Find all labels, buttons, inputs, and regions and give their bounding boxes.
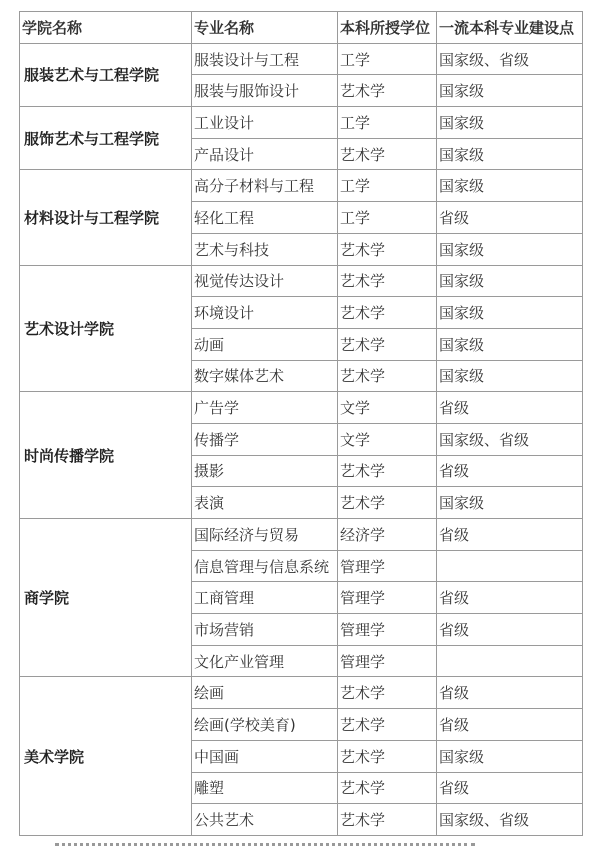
level-cell: 省级: [437, 582, 583, 614]
degree-cell: 文学: [338, 392, 437, 424]
table-row: [20, 392, 583, 424]
major-cell: 轻化工程: [192, 202, 338, 234]
degree-cell: 艺术学: [338, 804, 437, 836]
major-cell: 国际经济与贸易: [192, 519, 338, 551]
level-cell: 国家级: [437, 487, 583, 519]
major-cell: 绘画: [192, 677, 338, 709]
degree-cell: 艺术学: [338, 233, 437, 265]
degree-cell: 艺术学: [338, 360, 437, 392]
level-cell: 省级: [437, 519, 583, 551]
degree-cell: 艺术学: [338, 487, 437, 519]
level-cell: 国家级: [437, 740, 583, 772]
major-cell: 服装与服饰设计: [192, 75, 338, 107]
major-cell: 文化产业管理: [192, 645, 338, 677]
college-name-cell: 服饰艺术与工程学院: [20, 107, 192, 170]
college-name-cell: 材料设计与工程学院: [20, 170, 192, 265]
degree-cell: 艺术学: [338, 328, 437, 360]
degree-cell: 工学: [338, 170, 437, 202]
major-cell: 绘画(学校美育): [192, 709, 338, 741]
table-row: [20, 677, 583, 709]
level-cell: 国家级: [437, 265, 583, 297]
major-cell: 工业设计: [192, 107, 338, 139]
degree-cell: 艺术学: [338, 297, 437, 329]
major-cell: 广告学: [192, 392, 338, 424]
table-row: [20, 43, 583, 75]
level-cell: 国家级: [437, 170, 583, 202]
degree-cell: 工学: [338, 43, 437, 75]
table-row: [20, 107, 583, 139]
college-name-cell: 商学院: [20, 519, 192, 677]
level-cell: 国家级、省级: [437, 43, 583, 75]
table-row: [20, 519, 583, 551]
level-cell: 国家级: [437, 360, 583, 392]
major-cell: 摄影: [192, 455, 338, 487]
degree-cell: 工学: [338, 202, 437, 234]
major-cell: 产品设计: [192, 138, 338, 170]
level-cell: 省级: [437, 709, 583, 741]
major-cell: 环境设计: [192, 297, 338, 329]
degree-cell: 艺术学: [338, 709, 437, 741]
degree-cell: 艺术学: [338, 772, 437, 804]
level-cell: 省级: [437, 772, 583, 804]
degree-cell: 文学: [338, 423, 437, 455]
level-cell: 国家级、省级: [437, 423, 583, 455]
degree-cell: 工学: [338, 107, 437, 139]
level-cell: 国家级: [437, 233, 583, 265]
level-cell: 省级: [437, 202, 583, 234]
level-cell: [437, 645, 583, 677]
level-cell: 国家级: [437, 328, 583, 360]
header-row: [20, 12, 583, 44]
degree-cell: 经济学: [338, 519, 437, 551]
header-level: 一流本科专业建设点: [437, 12, 583, 44]
major-cell: 传播学: [192, 423, 338, 455]
major-cell: 动画: [192, 328, 338, 360]
degree-cell: 艺术学: [338, 138, 437, 170]
degree-cell: 管理学: [338, 582, 437, 614]
major-cell: 数字媒体艺术: [192, 360, 338, 392]
header-college: 学院名称: [20, 12, 192, 44]
degree-cell: 管理学: [338, 614, 437, 646]
degree-cell: 艺术学: [338, 265, 437, 297]
major-cell: 公共艺术: [192, 804, 338, 836]
college-name-cell: 时尚传播学院: [20, 392, 192, 519]
level-cell: 国家级: [437, 75, 583, 107]
header-degree: 本科所授学位: [338, 12, 437, 44]
college-name-cell: 艺术设计学院: [20, 265, 192, 392]
degree-cell: 艺术学: [338, 677, 437, 709]
degree-cell: 艺术学: [338, 75, 437, 107]
table-body: [20, 43, 583, 835]
level-cell: 国家级: [437, 107, 583, 139]
level-cell: 国家级、省级: [437, 804, 583, 836]
major-cell: 服装设计与工程: [192, 43, 338, 75]
table-row: [20, 265, 583, 297]
level-cell: 省级: [437, 392, 583, 424]
level-cell: 国家级: [437, 138, 583, 170]
major-cell: 表演: [192, 487, 338, 519]
degree-cell: 管理学: [338, 550, 437, 582]
level-cell: 国家级: [437, 297, 583, 329]
major-cell: 高分子材料与工程: [192, 170, 338, 202]
college-name-cell: 美术学院: [20, 677, 192, 835]
major-cell: 工商管理: [192, 582, 338, 614]
degree-cell: 管理学: [338, 645, 437, 677]
major-cell: 视觉传达设计: [192, 265, 338, 297]
degree-cell: 艺术学: [338, 740, 437, 772]
major-cell: 雕塑: [192, 772, 338, 804]
major-cell: 信息管理与信息系统: [192, 550, 338, 582]
level-cell: [437, 550, 583, 582]
college-name-cell: 服装艺术与工程学院: [20, 43, 192, 106]
degree-cell: 艺术学: [338, 455, 437, 487]
level-cell: 省级: [437, 455, 583, 487]
major-cell: 市场营销: [192, 614, 338, 646]
major-cell: 中国画: [192, 740, 338, 772]
level-cell: 省级: [437, 677, 583, 709]
level-cell: 省级: [437, 614, 583, 646]
majors-table: [19, 11, 583, 836]
major-cell: 艺术与科技: [192, 233, 338, 265]
header-major: 专业名称: [192, 12, 338, 44]
table-row: [20, 170, 583, 202]
